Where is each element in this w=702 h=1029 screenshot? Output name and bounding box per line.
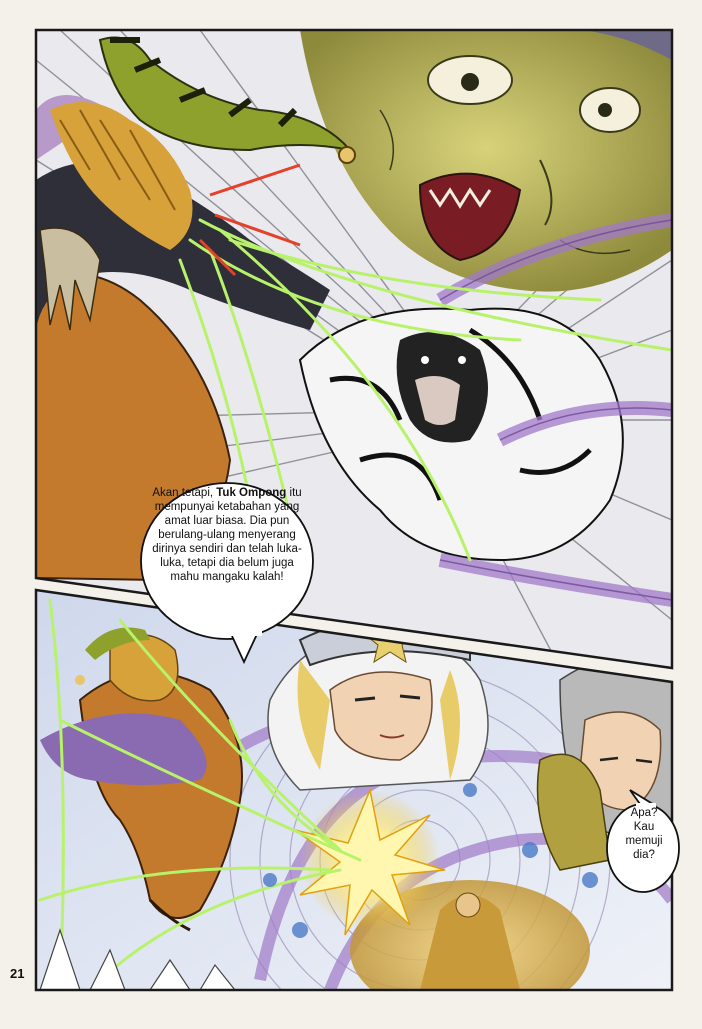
page-number: 21 xyxy=(10,966,25,981)
bubble2-line3: memuji xyxy=(625,835,663,847)
bubble2-line2: Kau xyxy=(633,821,655,833)
bubble2-line4: dia? xyxy=(633,849,655,861)
bubble-name-tuk-ompong: Tuk Ompong xyxy=(216,487,287,499)
top-panel xyxy=(36,28,672,670)
bubble2-line1: Apa? xyxy=(630,807,658,819)
bubble-text-b: itu mempunyai ketabahan yang amat luar biasa. Dia pun berulang-ulang menyerang dirinya sendiri dan telah luka-luka, tetapi dia belum juga mahu mangaku kalah! xyxy=(152,487,302,583)
speech-bubble-narration xyxy=(152,486,302,636)
speech-bubble-question xyxy=(612,806,676,890)
crowned-woman xyxy=(268,615,488,790)
bubble-text-a: Akan tetapi, xyxy=(152,487,217,499)
